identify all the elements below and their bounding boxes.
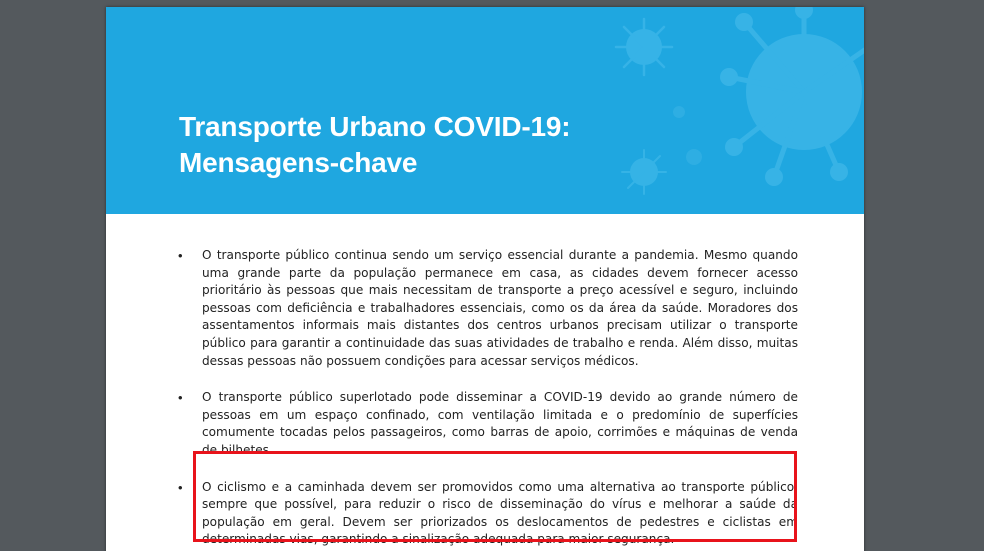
- paragraph-text: O transporte público continua sendo um serviço essencial durante a pandemia. Mesmo quando uma grande parte da população permanece em casa, as cidades devem fornecer acesso prioritário às pessoas que mais necessitam de transporte a preço acessível e seguro, incluindo pessoas com deficiência e trabalhadores essenciais, como os da área da saúde. Moradores dos assentamentos informais mais distantes dos centros urbanos precisam utilizar o transporte público para garantir a continuidade das suas atividades de trabalho e renda. Além disso, muitas dessas pessoas não possuem condições para acessar serviços médicos.: [202, 248, 798, 368]
- bullet-icon: •: [178, 390, 183, 406]
- title-line-1: Transporte Urbano COVID-19:: [179, 111, 571, 142]
- bullet-icon: •: [178, 479, 183, 495]
- list-item: [178, 389, 798, 459]
- list-item: [178, 247, 798, 370]
- document-page: [106, 7, 864, 551]
- paragraph-text: O ciclismo e a caminhada devem ser promovidos como uma alternativa ao transporte público, sempre que possível, para reduzir o risco de disseminação do vírus e melhorar a saúde da população em geral. Devem ser priorizados os deslocamentos de pedestres e ciclistas em determinadas vias, garantindo a sinalização adequada para maior segurança.: [202, 479, 798, 547]
- virus-icon: [604, 7, 864, 214]
- key-messages-list: [178, 247, 798, 551]
- header-banner: [106, 7, 864, 214]
- paragraph-text: O transporte público superlotado pode disseminar a COVID-19 devido ao grande número de pessoas em um espaço confinado, com ventilação limitada e o predomínio de superfícies comumente tocadas pelos passageiros, como barras de apoio, corrimões e máquinas de venda de bilhetes.: [202, 390, 798, 457]
- document-title: [179, 109, 570, 181]
- list-item: [178, 479, 798, 549]
- bullet-icon: •: [178, 248, 183, 263]
- title-line-2: Mensagens-chave: [179, 147, 418, 178]
